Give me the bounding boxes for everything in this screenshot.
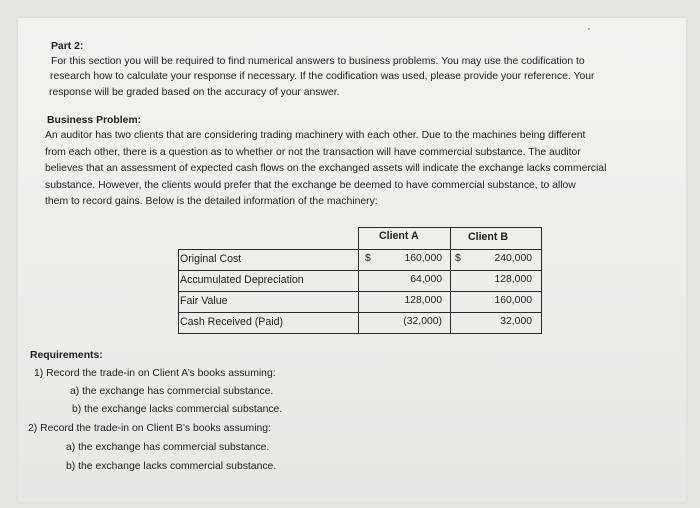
row-label: Accumulated Depreciation <box>180 274 304 286</box>
table-rule <box>178 333 542 334</box>
cell-client-b: 160,000 <box>494 295 532 306</box>
table-rule <box>178 249 179 334</box>
table-rule <box>450 227 451 334</box>
requirement-subitem: b) the exchange lacks commercial substance. <box>66 461 277 472</box>
cell-client-a: 64,000 <box>410 274 442 285</box>
intro-line: response will be graded based on the accuracy of your answer. <box>49 87 340 98</box>
business-problem-line: from each other, there is a question as to whether or not the transaction will have commercial substance. The auditor <box>45 147 581 158</box>
cell-client-b: 240,000 <box>494 253 532 264</box>
column-header-client-b: Client B <box>468 231 509 243</box>
business-problem-line: them to record gains. Below is the detailed information of the machinery: <box>45 196 378 207</box>
requirement-subitem: a) the exchange has commercial substance. <box>66 442 270 453</box>
business-problem-line: believes that an assessment of expected cash flows on the exchanged assets will indicate the exchange lacks commercial <box>45 163 607 174</box>
currency-symbol: $ <box>455 253 461 264</box>
cell-client-b: 128,000 <box>494 274 532 285</box>
business-problem-line: substance. However, the clients would prefer that the exchange be deemed to have commercial substance, to allow <box>45 180 576 191</box>
table-rule <box>178 249 542 250</box>
row-label: Cash Received (Paid) <box>180 316 284 328</box>
corner-mark <box>588 28 590 30</box>
cell-client-b: 32,000 <box>500 316 532 327</box>
row-label: Fair Value <box>180 295 228 307</box>
requirements-title: Requirements: <box>30 350 103 361</box>
business-problem-line: An auditor has two clients that are considering trading machinery with each other. Due to the machines being different <box>45 130 586 141</box>
row-label: Original Cost <box>180 253 242 265</box>
currency-symbol: $ <box>365 253 371 264</box>
requirement-subitem: a) the exchange has commercial substance. <box>70 386 274 397</box>
requirement-item: 1) Record the trade-in on Client A’s books assuming: <box>34 368 276 379</box>
part-title: Part 2: <box>51 41 84 52</box>
cell-client-a: (32,000) <box>403 316 442 327</box>
intro-line: research how to calculate your response if necessary. If the codification was used, please provide your reference. Your <box>50 71 595 82</box>
table-rule <box>358 227 359 334</box>
cell-client-a: 128,000 <box>404 295 442 306</box>
table-rule <box>178 291 542 292</box>
cell-client-a: 160,000 <box>404 253 442 264</box>
requirement-item: 2) Record the trade-in on Client B’s books assuming: <box>28 423 271 434</box>
intro-line: For this section you will be required to find numerical answers to business problems. You may use the codification to <box>51 56 585 67</box>
requirement-subitem: b) the exchange lacks commercial substance. <box>72 404 283 415</box>
table-rule <box>178 270 542 271</box>
column-header-client-a: Client A <box>379 230 419 242</box>
table-rule <box>178 312 542 313</box>
table-rule <box>541 227 542 334</box>
business-problem-title: Business Problem: <box>47 115 142 126</box>
